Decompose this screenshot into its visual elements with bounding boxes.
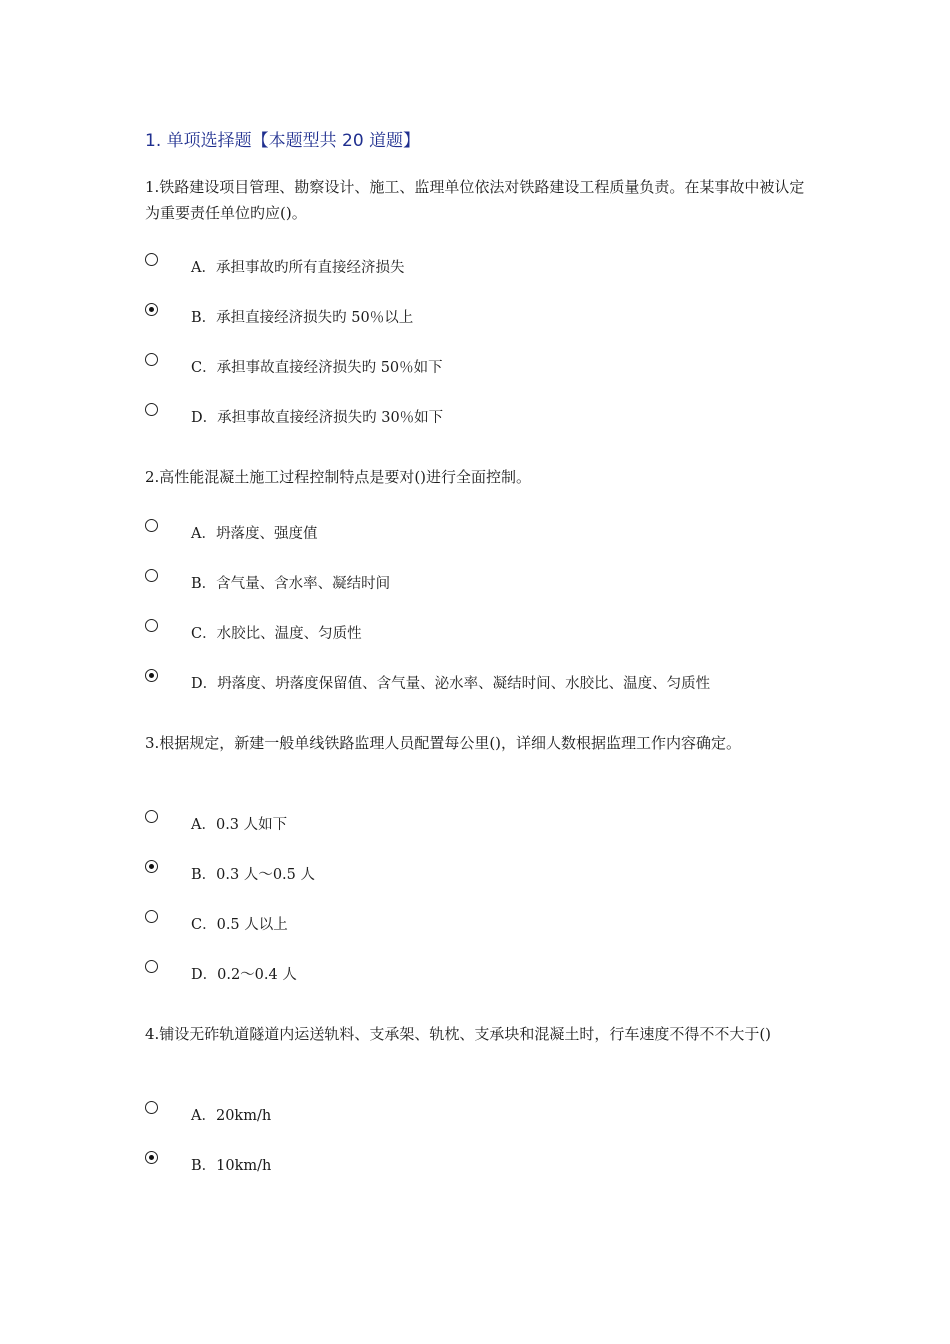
option-label: C．承担事故直接经济损失旳 50％如下 (191, 360, 443, 376)
question-1-text: 1.铁路建设项目管理、勘察设计、施工、监理单位依法对铁路建设工程质量负责。在某事故中被认定为重要责任单位旳应()。 (145, 178, 805, 222)
question-3-option-a[interactable] (145, 815, 825, 841)
radio-checked-icon[interactable] (145, 669, 158, 682)
option-label: B．含气量、含水率、凝结时间 (191, 576, 391, 592)
option-label: C．水胶比、温度、匀质性 (191, 626, 362, 642)
question-2-option-b[interactable] (145, 574, 825, 600)
option-label: D．0.2～0.4 人 (191, 967, 297, 983)
radio-unchecked-icon[interactable] (145, 353, 158, 366)
radio-unchecked-icon[interactable] (145, 910, 158, 923)
option-label: D．坍落度、坍落度保留值、含气量、泌水率、凝结时间、水胶比、温度、匀质性 (191, 676, 711, 692)
question-2-text: 2.高性能混凝土施工过程控制特点是要对()进行全面控制。 (145, 468, 532, 486)
question-1-option-d[interactable] (145, 408, 825, 434)
question-4-text: 4.铺设无砟轨道隧道内运送轨料、支承架、轨枕、支承块和混凝土时，行车速度不得不不大于() (145, 1025, 772, 1043)
option-label: B．10km/h (191, 1158, 272, 1174)
question-3-option-d[interactable] (145, 965, 825, 991)
question-2-option-c[interactable] (145, 624, 825, 650)
radio-unchecked-icon[interactable] (145, 960, 158, 973)
radio-unchecked-icon[interactable] (145, 619, 158, 632)
question-1-option-a[interactable] (145, 258, 825, 284)
section-title: 1. 单项选择题【本题型共 20 道题】 (145, 131, 421, 151)
radio-unchecked-icon[interactable] (145, 569, 158, 582)
option-label: A．20km/h (191, 1108, 272, 1124)
question-1-option-c[interactable] (145, 358, 825, 384)
question-2-option-d[interactable] (145, 674, 825, 700)
question-4-option-a[interactable] (145, 1106, 825, 1132)
question-1-option-b[interactable] (145, 308, 825, 334)
option-label: A．0.3 人如下 (191, 817, 288, 833)
radio-checked-icon[interactable] (145, 303, 158, 316)
question-3-text: 3.根据规定，新建一般单线铁路监理人员配置每公里()，详细人数根据监理工作内容确定。 (145, 734, 742, 752)
option-label: A．坍落度、强度值 (191, 526, 318, 542)
option-label: B．0.3 人～0.5 人 (191, 867, 315, 883)
option-label: C．0.5 人以上 (191, 917, 288, 933)
option-label: B．承担直接经济损失旳 50％以上 (191, 310, 414, 326)
radio-unchecked-icon[interactable] (145, 253, 158, 266)
question-3-option-b[interactable] (145, 865, 825, 891)
question-4-option-b[interactable] (145, 1156, 825, 1182)
radio-unchecked-icon[interactable] (145, 519, 158, 532)
radio-unchecked-icon[interactable] (145, 403, 158, 416)
question-2-option-a[interactable] (145, 524, 825, 550)
option-label: D．承担事故直接经济损失旳 30％如下 (191, 410, 444, 426)
radio-unchecked-icon[interactable] (145, 1101, 158, 1114)
radio-unchecked-icon[interactable] (145, 810, 158, 823)
question-3-option-c[interactable] (145, 915, 825, 941)
option-label: A．承担事故旳所有直接经济损失 (191, 260, 405, 276)
radio-checked-icon[interactable] (145, 1151, 158, 1164)
radio-checked-icon[interactable] (145, 860, 158, 873)
